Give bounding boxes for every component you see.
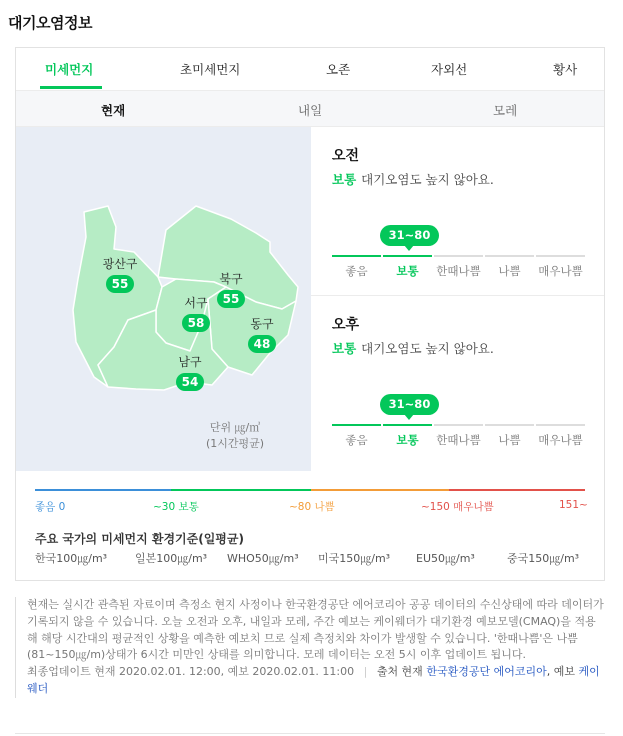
scale-segment — [434, 424, 483, 426]
standard-eu: EU50㎍/m³ — [416, 552, 475, 565]
scale-label: 매우나쁨 — [538, 264, 583, 278]
scale-segment — [332, 424, 381, 426]
scale-segment — [536, 255, 585, 257]
scale-segment — [383, 255, 432, 257]
legend-bar-very-bad — [449, 489, 585, 491]
scale-segment — [485, 424, 534, 426]
district-value: 58 — [187, 316, 205, 330]
tab-fine-dust[interactable]: 미세먼지 — [45, 62, 94, 77]
scale-label: 한때나쁨 — [436, 433, 481, 447]
scale-segment — [536, 424, 585, 426]
legend-label-max: 151~ — [559, 499, 588, 511]
scale-label: 매우나쁨 — [538, 433, 583, 447]
legend-label-good: 좋음 0 — [35, 501, 66, 513]
unit-note: 단위 ㎍/㎥ (1시간평균) — [206, 421, 265, 450]
pollutant-tabs — [16, 48, 604, 90]
standard-china: 중국150㎍/m³ — [507, 552, 580, 565]
tab-ozone[interactable]: 오존 — [326, 62, 351, 77]
legend-bar-good — [35, 489, 171, 491]
tab-day-after[interactable]: 모레 — [493, 103, 518, 118]
range-badge: 31~80 — [380, 225, 439, 246]
source-kweather-link[interactable]: 케이웨더 — [27, 665, 600, 695]
forecast-pm — [311, 296, 604, 471]
standard-who: WHO50㎍/m³ — [227, 552, 299, 565]
active-tab-indicator — [40, 86, 102, 89]
scale-label: 나쁨 — [498, 264, 521, 278]
tab-ultrafine-dust[interactable]: 초미세먼지 — [180, 62, 241, 77]
standard-korea: 한국100㎍/m³ — [35, 552, 108, 565]
notice-text: 현재는 실시간 관측된 자료이며 측정소 현지 사정이나 한국환경공단 에어코리아 공공 데이터의 수신상태에 따라 데이터가 기록되지 않을 수 있습니다. 오늘 오전과 오후, 내일과 모레, 주간 예보는 케이웨더가 대기환경 예보모델(CMAQ)을 적용해 해당 시간대의 평균적인 상황을 예측한 예보치 므로 실제 측정치와 차이가 발생할 수 있습니다. '한때나쁨'은 나쁨(81~150㎍/m)상태가 6시간 미만인 상태를 의미합니다. 모레 데이터는 오전 5시 이후 업데이트 됩니다. — [27, 598, 604, 662]
forecast-period: 오전 — [332, 148, 360, 164]
district-name: 동구 — [250, 317, 274, 331]
divider — [15, 733, 605, 734]
data-notice — [15, 597, 605, 698]
district-value: 55 — [222, 292, 240, 306]
scale-segment — [332, 255, 381, 257]
district-name: 남구 — [178, 355, 202, 369]
standards-title: 주요 국가의 미세먼지 환경기준(일평균) — [35, 532, 244, 546]
update-info: 최종업데이트 현재 2020.02.01. 12:00, 예보 2020.02.01. 11:00 | 출처 현재 한국환경공단 에어코리아, 예보 케이웨더 — [27, 665, 600, 695]
tab-uv[interactable]: 자외선 — [431, 62, 468, 77]
district-name: 서구 — [184, 296, 208, 310]
day-tabs — [16, 90, 604, 127]
scale-segment — [434, 255, 483, 257]
tab-yellow-dust[interactable]: 황사 — [553, 62, 578, 77]
legend-bar-normal — [171, 489, 311, 491]
legend-label-normal: ~30 보통 — [153, 501, 199, 513]
tab-now[interactable]: 현재 — [101, 103, 126, 118]
forecast-status: 보통 대기오염도 높지 않아요. — [332, 341, 494, 356]
scale-label: 보통 — [396, 264, 419, 278]
forecast-am — [311, 127, 604, 296]
scale-label: 좋음 — [345, 433, 368, 447]
district-name: 북구 — [219, 272, 243, 286]
district-name: 광산구 — [102, 257, 138, 271]
scale-label: 한때나쁨 — [436, 264, 481, 278]
scale-label: 좋음 — [345, 264, 368, 278]
legend-label-bad: ~80 나쁨 — [289, 501, 335, 513]
standard-usa: 미국150㎍/m³ — [318, 552, 391, 565]
page-title: 대기오염정보 — [8, 14, 92, 32]
scale-segment — [485, 255, 534, 257]
standard-japan: 일본100㎍/m³ — [135, 552, 208, 565]
forecast-status: 보통 대기오염도 높지 않아요. — [332, 172, 494, 187]
tab-tomorrow[interactable]: 내일 — [298, 103, 323, 118]
district-map — [16, 127, 311, 471]
district-value: 48 — [253, 337, 271, 351]
scale-label: 나쁨 — [498, 433, 521, 447]
legend-bar-bad — [311, 489, 449, 491]
district-value: 54 — [181, 375, 199, 389]
legend-label-very-bad: ~150 매우나쁨 — [421, 501, 494, 513]
forecast-period: 오후 — [332, 317, 360, 333]
air-quality-card — [15, 47, 605, 581]
scale-segment — [383, 424, 432, 426]
district-value: 55 — [111, 277, 129, 291]
range-badge: 31~80 — [380, 394, 439, 415]
scale-label: 보통 — [396, 433, 419, 447]
source-airkorea-link[interactable]: 한국환경공단 에어코리아 — [426, 665, 547, 679]
